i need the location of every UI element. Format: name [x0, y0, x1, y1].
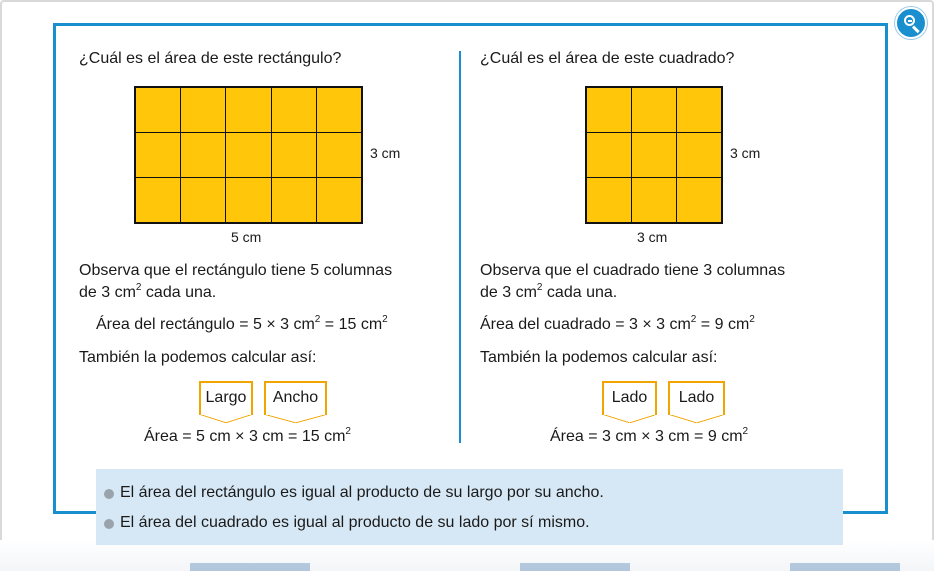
rectangle-observe-line2: de 3 $cm^2$ cada una. [79, 282, 217, 301]
square-question: ¿Cuál es el área de este cuadrado? [480, 50, 735, 67]
grid-cell [181, 133, 225, 177]
grid-cell [317, 178, 361, 222]
grid-cell [272, 133, 316, 177]
grid-cell [587, 88, 631, 132]
grid-cell [677, 88, 721, 132]
grid-cell [632, 88, 676, 132]
grid-cell [181, 178, 225, 222]
zoom-in-magnifier-icon[interactable] [895, 7, 927, 39]
rectangle-also-text: También la podemos calcular así: [79, 349, 317, 366]
square-observe-line1: Observa que el cuadrado tiene 3 columnas [480, 262, 786, 279]
rectangle-area-equation: Área del rectángulo = 5 × 3 $cm^2 = 15$ $cm^2$ [96, 314, 388, 333]
tag-largo: Largo [199, 381, 253, 415]
square-side-label: 3 cm [730, 145, 761, 161]
square-formula: Área = 3 cm × 3 cm = 9 $cm^2$ [550, 426, 749, 445]
tag-ancho: Ancho [264, 381, 327, 415]
column-divider [459, 51, 461, 443]
grid-cell [317, 88, 361, 132]
tag-lado-1: Lado [602, 381, 657, 415]
summary-box [96, 469, 843, 545]
strip-decoration [190, 563, 310, 571]
grid-cell [181, 88, 225, 132]
grid-cell [632, 133, 676, 177]
rectangle-grid [134, 86, 363, 224]
square-also-text: También la podemos calcular así: [480, 349, 718, 366]
rectangle-observe-line1: Observa que el rectángulo tiene 5 columnas [79, 262, 393, 279]
handle-shape [912, 25, 920, 33]
rectangle-width-label: 5 cm [231, 229, 262, 245]
grid-cell [226, 88, 270, 132]
summary-line-rectangle: El área del rectángulo es igual al producto de su largo por su ancho. [120, 484, 604, 502]
grid-cell [587, 178, 631, 222]
square-bottom-label: 3 cm [637, 229, 668, 245]
rectangle-height-label: 3 cm [370, 145, 401, 161]
bullet-icon [104, 519, 114, 529]
grid-cell [677, 178, 721, 222]
grid-cell [677, 133, 721, 177]
rectangle-question: ¿Cuál es el área de este rectángulo? [79, 50, 342, 67]
grid-cell [317, 133, 361, 177]
strip-decoration [520, 563, 630, 571]
square-observe-line2: de 3 $cm^2$ cada una. [480, 282, 618, 301]
grid-cell [136, 88, 180, 132]
grid-cell [226, 133, 270, 177]
grid-cell [272, 178, 316, 222]
grid-cell [136, 133, 180, 177]
grid-cell [632, 178, 676, 222]
tag-lado-2: Lado [668, 381, 725, 415]
rectangle-formula: Área = 5 cm × 3 cm = 15 $cm^2$ [144, 426, 351, 445]
bullet-icon [104, 489, 114, 499]
square-grid [585, 86, 723, 224]
grid-cell [226, 178, 270, 222]
grid-cell [272, 88, 316, 132]
square-area-equation: Área del cuadrado = 3 × 3 $cm^2 = 9$ $cm^2$ [480, 314, 755, 333]
grid-cell [587, 133, 631, 177]
grid-cell [136, 178, 180, 222]
summary-line-square: El área del cuadrado es igual al producto de su lado por sí mismo. [120, 514, 590, 532]
strip-decoration [790, 563, 900, 571]
